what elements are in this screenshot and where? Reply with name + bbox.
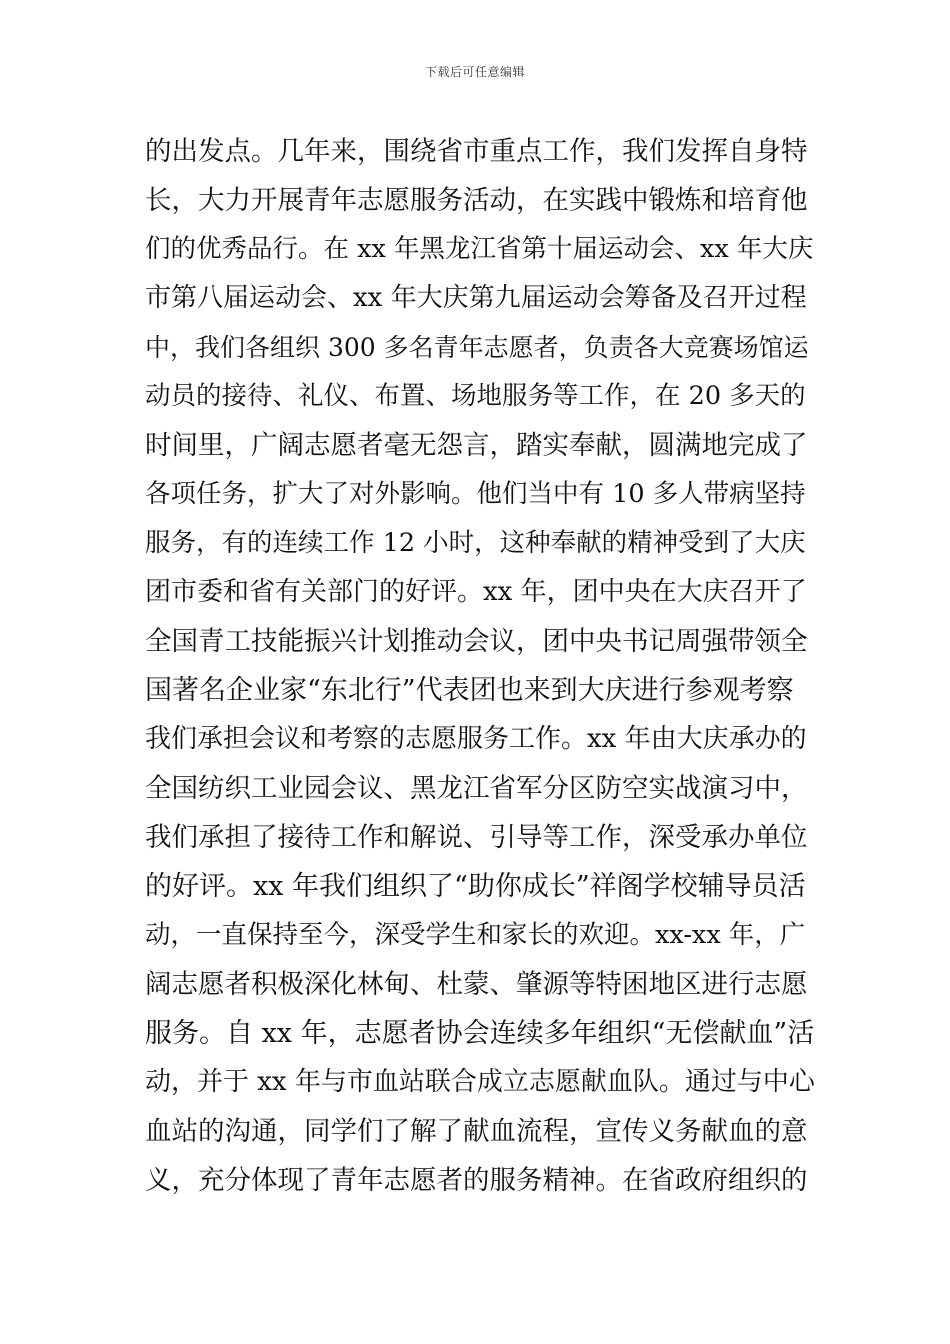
text-line: 国著名企业家“东北行”代表团也来到大庆进行参观考察: [145, 675, 794, 706]
text-line: 团市委和省有关部门的好评。xx 年，团中央在大庆召开了: [145, 577, 807, 607]
text-line: 服务，有的连续工作 12 小时，这种奉献的精神受到了大庆: [145, 528, 806, 558]
text-line: 的好评。xx 年我们组织了“助你成长”祥阁学校辅导员活: [145, 871, 806, 902]
text-line: 全国纺织工业园会议、黑龙江省军分区防空实战演习中，: [145, 773, 808, 804]
text-line: 们的优秀品行。在 xx 年黑龙江省第十届运动会、xx 年大庆: [145, 234, 814, 264]
text-line: 动，并于 xx 年与市血站联合成立志愿献血队。通过与中心: [145, 1067, 815, 1097]
text-line: 市第八届运动会、xx 年大庆第九届运动会筹备及召开过程: [145, 283, 807, 313]
text-line: 全国青工技能振兴计划推动会议，团中央书记周强带领全: [145, 626, 808, 657]
text-line: 义，充分体现了青年志愿者的服务精神。在省政府组织的: [145, 1165, 808, 1196]
text-line: 时间里，广阔志愿者毫无怨言，踏实奉献，圆满地完成了: [145, 430, 808, 461]
text-line: 动员的接待、礼仪、布置、场地服务等工作，在 20 多天的: [145, 381, 806, 411]
text-line: 血站的沟通，同学们了解了献血流程，宣传义务献血的意: [145, 1116, 808, 1147]
text-line: 我们承担会议和考察的志愿服务工作。xx 年由大庆承办的: [145, 724, 807, 754]
text-line: 的出发点。几年来，围绕省市重点工作，我们发挥自身特: [145, 136, 808, 167]
text-line: 服务。自 xx 年，志愿者协会连续多年组织“无偿献血”活: [145, 1018, 815, 1049]
text-line: 我们承担了接待工作和解说、引导等工作，深受承办单位: [145, 822, 808, 853]
document-body: [145, 127, 815, 1205]
page-header-watermark: 下载后可任意编辑: [424, 65, 525, 79]
text-line: 各项任务，扩大了对外影响。他们当中有 10 多人带病坚持: [145, 479, 806, 509]
text-line: 阔志愿者积极深化林甸、杜蒙、肇源等特困地区进行志愿: [145, 969, 808, 1000]
text-line: 长，大力开展青年志愿服务活动，在实践中锻炼和培育他: [145, 185, 808, 216]
text-line: 中，我们各组织 300 多名青年志愿者，负责各大竞赛场馆运: [145, 333, 809, 362]
text-line: 动，一直保持至今，深受学生和家长的欢迎。xx-xx 年，广: [145, 920, 806, 950]
